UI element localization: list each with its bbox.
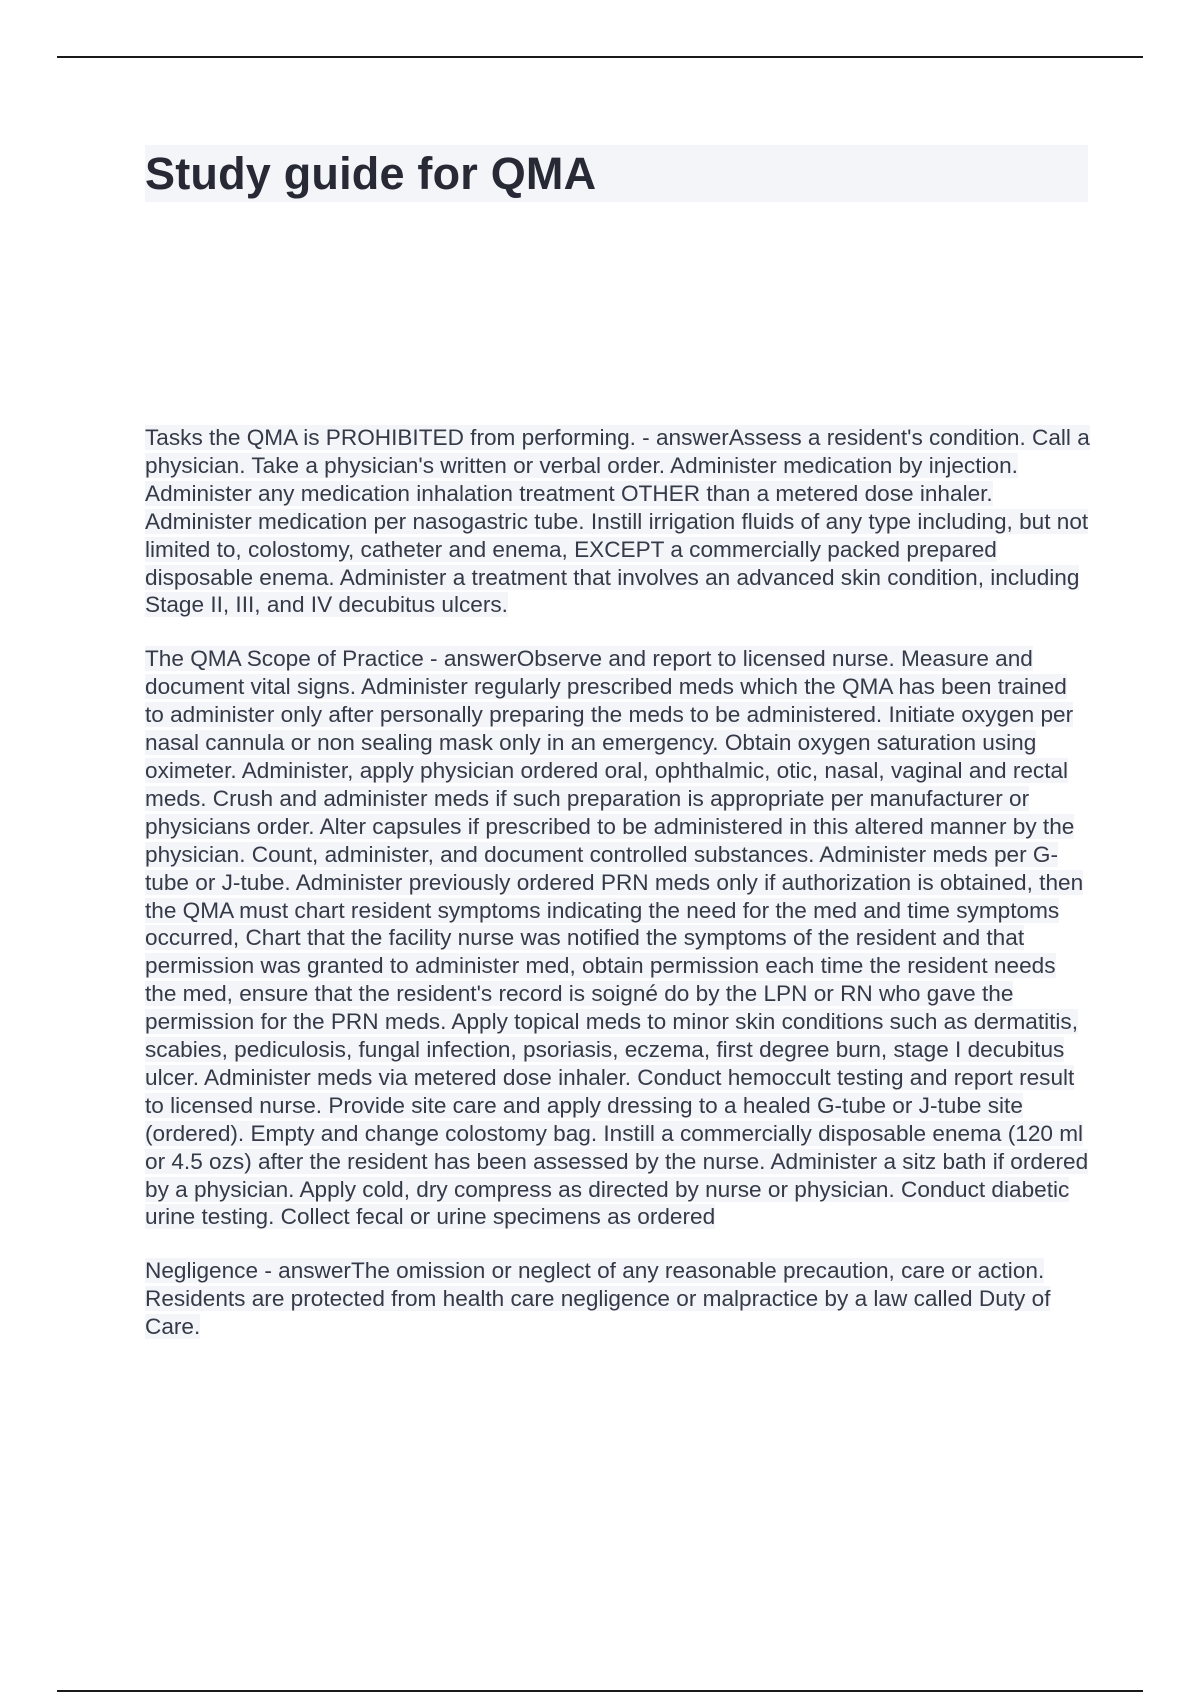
- entry-negligence: [145, 1257, 1090, 1341]
- entry-text: Tasks the QMA is PROHIBITED from performing. - answerAssess a resident's condition. Call a physician. Take a physician's written or verbal order. Administer medication by injection. Administer any medication inhalation treatment OTHER than a metered dose inhaler. Administer medication per nasogastric tube. Instill irrigation fluids of any type including, but not limited to, colostomy, catheter and enema, EXCEPT a commercially packed prepared disposable enema. Administer a treatment that involves an advanced skin condition, including Stage II, III, and IV decubitus ulcers.: [145, 425, 1090, 618]
- entry-scope-of-practice: [145, 645, 1090, 1231]
- page-title: Study guide for QMA: [145, 148, 597, 199]
- study-content: [145, 424, 1090, 1367]
- bottom-divider: [57, 1690, 1143, 1692]
- top-divider: [57, 56, 1143, 58]
- entry-prohibited-tasks: [145, 424, 1090, 619]
- entry-text: The QMA Scope of Practice - answerObserve and report to licensed nurse. Measure and document vital signs. Administer regularly prescribed meds which the QMA has been trained to administer only after personally preparing the meds to be administered. Initiate oxygen per nasal cannula or non sealing mask only in an emergency. Obtain oxygen saturation using oximeter. Administer, apply physician ordered oral, ophthalmic, otic, nasal, vaginal and rectal meds. Crush and administer meds if such preparation is appropriate per manufacturer or physicians order. Alter capsules if prescribed to be administered in this altered manner by the physician. Count, administer, and document controlled substances. Administer meds per G-tube or J-tube. Administer previously ordered PRN meds only if authorization is obtained, then the QMA must chart resident symptoms indicating the need for the med and time symptoms occurred, Chart that the facility nurse was notified the symptoms of the resident and that permission was granted to administer med, obtain permission each time the resident needs the med, ensure that the resident's record is soigné do by the LPN or RN who gave the permission for the PRN meds. Apply topical meds to minor skin conditions such as dermatitis, scabies, pediculosis, fungal infection, psoriasis, eczema, first degree burn, stage I decubitus ulcer. Administer meds via metered dose inhaler. Conduct hemoccult testing and report result to licensed nurse. Provide site care and apply dressing to a healed G-tube or J-tube site (ordered). Empty and change colostomy bag. Instill a commercially disposable enema (120 ml or 4.5 ozs) after the resident has been assessed by the nurse. Administer a sitz bath if ordered by a physician. Apply cold, dry compress as directed by nurse or physician. Conduct diabetic urine testing. Collect fecal or urine specimens as ordered: [145, 646, 1089, 1230]
- entry-text: Negligence - answerThe omission or neglect of any reasonable precaution, care or action. Residents are protected from health care negligence or malpractice by a law called Duty of Care.: [145, 1258, 1051, 1340]
